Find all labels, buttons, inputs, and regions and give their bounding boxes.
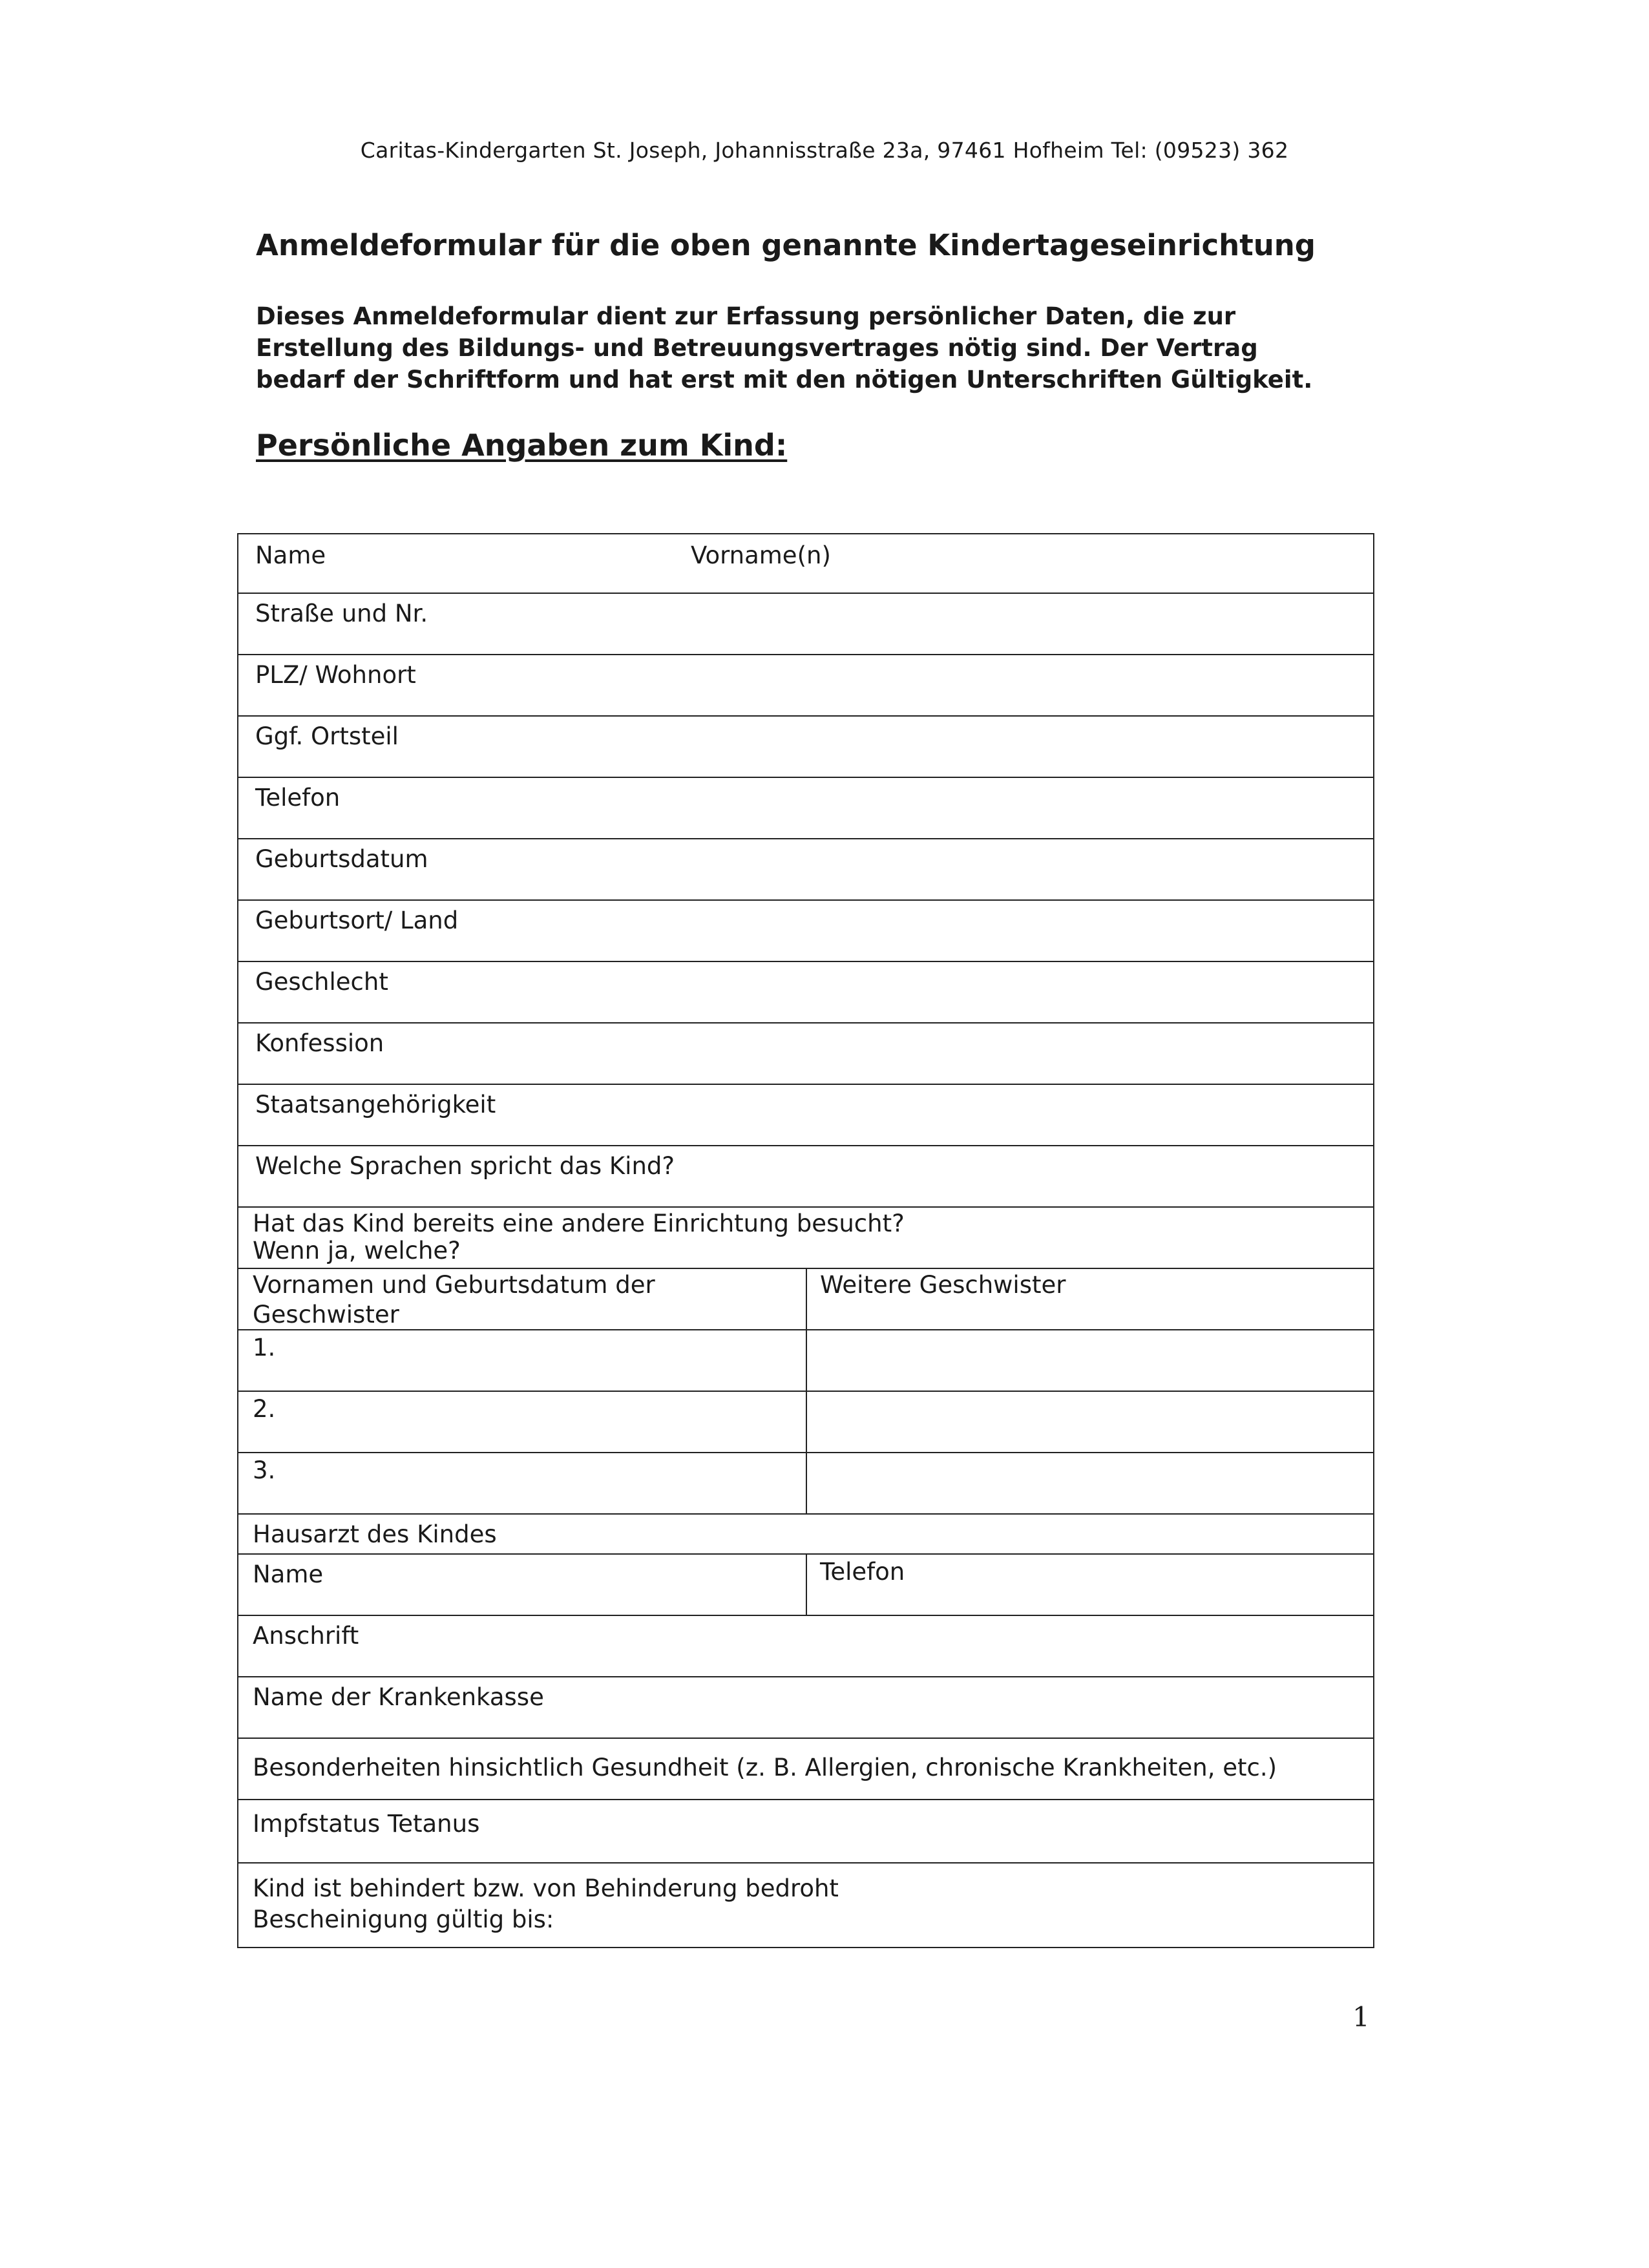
field-row-krankenkasse[interactable] bbox=[238, 1676, 1373, 1738]
field-row-sprachen[interactable] bbox=[238, 1145, 1373, 1206]
field-label-nr3: 3. bbox=[253, 1456, 276, 1484]
page-header: Caritas-Kindergarten St. Joseph, Johannisstraße 23a, 97461 Hofheim Tel: (09523) 362 bbox=[360, 138, 1289, 163]
field-row-geschlecht[interactable] bbox=[238, 961, 1373, 1022]
field-row-ortsteil[interactable] bbox=[238, 715, 1373, 777]
field-label-nr1: 1. bbox=[253, 1334, 276, 1361]
field-row-geburtsort[interactable] bbox=[238, 899, 1373, 961]
section-title: Persönliche Angaben zum Kind: bbox=[256, 428, 788, 463]
field-label-sprachen: Welche Sprachen spricht das Kind? bbox=[255, 1152, 675, 1180]
field-label-ortsteil: Ggf. Ortsteil bbox=[255, 722, 399, 750]
field-label-krankenkasse: Name der Krankenkasse bbox=[253, 1683, 544, 1711]
field-label-einrichtung: Hat das Kind bereits eine andere Einrichtung besucht? bbox=[253, 1210, 905, 1237]
registration-form-table bbox=[237, 533, 1374, 1948]
field-row-impfstatus[interactable] bbox=[238, 1799, 1373, 1862]
field-label-konfession: Konfession bbox=[255, 1029, 384, 1057]
intro-line: Erstellung des Bildungs- und Betreuungsvertrages nötig sind. Der Vertrag bbox=[256, 334, 1258, 362]
field-label-geburtsdatum: Geburtsdatum bbox=[255, 845, 428, 873]
field-label-staatsangehoerigkeit: Staatsangehörigkeit bbox=[255, 1091, 496, 1118]
field-label-telefon: Telefon bbox=[255, 784, 341, 812]
field-label-geschwister-cont: Geschwister bbox=[253, 1301, 399, 1328]
field-label-strasse: Straße und Nr. bbox=[255, 600, 428, 627]
field-label-behinderung: Kind ist behindert bzw. von Behinderung bedroht bbox=[253, 1874, 839, 1902]
field-row-einrichtung[interactable] bbox=[238, 1206, 1373, 1268]
field-label-vorname: Vorname(n) bbox=[691, 541, 831, 569]
field-label-anschrift: Anschrift bbox=[253, 1622, 359, 1650]
intro-paragraph bbox=[256, 300, 1387, 395]
field-row-telefon[interactable] bbox=[238, 777, 1373, 838]
field-label-name: Name bbox=[255, 541, 326, 569]
field-row-hausarzt-header bbox=[238, 1513, 1373, 1553]
field-row-geburtsdatum[interactable] bbox=[238, 838, 1373, 899]
field-label-geschlecht: Geschlecht bbox=[255, 968, 388, 996]
field-label-hausarzt: Hausarzt des Kindes bbox=[253, 1520, 497, 1548]
field-row-plz[interactable] bbox=[238, 654, 1373, 715]
field-label-plz: PLZ/ Wohnort bbox=[255, 661, 416, 689]
page-number: 1 bbox=[1352, 2001, 1370, 2033]
column-divider-geschwister bbox=[806, 1269, 807, 1513]
field-row-gesundheit[interactable] bbox=[238, 1738, 1373, 1799]
field-label-nr2: 2. bbox=[253, 1395, 276, 1423]
intro-line: bedarf der Schriftform und hat erst mit den nötigen Unterschriften Gültigkeit. bbox=[256, 366, 1313, 394]
intro-line: Dieses Anmeldeformular dient zur Erfassung persönlicher Daten, die zur bbox=[256, 302, 1236, 330]
field-label-bescheinigung: Bescheinigung gültig bis: bbox=[253, 1906, 554, 1933]
field-row-strasse[interactable] bbox=[238, 593, 1373, 654]
field-row-staatsangehoerigkeit[interactable] bbox=[238, 1084, 1373, 1145]
field-row-anschrift[interactable] bbox=[238, 1615, 1373, 1676]
field-label-gesundheit: Besonderheiten hinsichtlich Gesundheit (z. B. Allergien, chronische Krankheiten, etc.) bbox=[253, 1754, 1277, 1781]
field-row-name[interactable] bbox=[238, 534, 1373, 593]
column-divider-arzt bbox=[806, 1555, 807, 1615]
page-title: Anmeldeformular für die oben genannte Kindertageseinrichtung bbox=[256, 228, 1316, 262]
field-label-einrichtung-welche: Wenn ja, welche? bbox=[253, 1237, 461, 1265]
field-label-weitere-geschwister: Weitere Geschwister bbox=[820, 1271, 1066, 1299]
field-label-geschwister: Vornamen und Geburtsdatum der bbox=[253, 1271, 655, 1299]
field-label-geburtsort: Geburtsort/ Land bbox=[255, 907, 459, 934]
field-label-impfstatus: Impfstatus Tetanus bbox=[253, 1810, 480, 1838]
field-label-arzt-name: Name bbox=[253, 1560, 324, 1588]
field-row-behinderung[interactable] bbox=[238, 1862, 1373, 1948]
field-row-konfession[interactable] bbox=[238, 1022, 1373, 1084]
field-label-arzt-telefon: Telefon bbox=[820, 1558, 905, 1586]
